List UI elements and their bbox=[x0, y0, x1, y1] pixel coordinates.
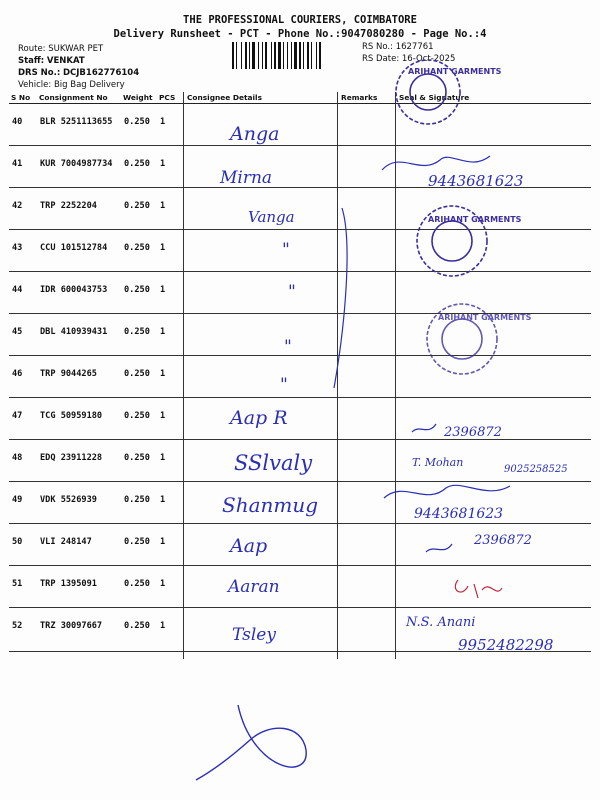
pcs-cell: 1 bbox=[157, 145, 185, 187]
barcode-bar bbox=[311, 42, 312, 69]
barcode-bar bbox=[258, 42, 259, 69]
sno-cell: 52 bbox=[9, 607, 37, 651]
remarks-cell bbox=[339, 607, 397, 651]
signature-cell bbox=[397, 565, 591, 607]
sno-cell: 50 bbox=[9, 523, 37, 565]
staff-label: Staff: bbox=[18, 56, 45, 66]
col-pcs: PCS bbox=[157, 92, 185, 103]
consignee-cell bbox=[185, 145, 339, 187]
staff-value: VENKAT bbox=[46, 56, 85, 66]
staff-line bbox=[18, 56, 85, 66]
consignment-cell: TRZ 30097667 bbox=[37, 607, 121, 651]
handwritten-name: " bbox=[280, 375, 288, 395]
remarks-cell bbox=[339, 565, 397, 607]
consignee-cell bbox=[185, 229, 339, 271]
vehicle-label: Vehicle: bbox=[18, 80, 52, 90]
table-header bbox=[9, 92, 591, 103]
stamp-text: ARIHANT GARMENTS bbox=[428, 215, 522, 224]
rs-date-line bbox=[362, 54, 455, 64]
consignment-cell: KUR 7004987734 bbox=[37, 145, 121, 187]
pcs-cell: 1 bbox=[157, 355, 185, 397]
barcode-bar bbox=[299, 42, 301, 69]
weight-cell: 0.250 bbox=[121, 481, 157, 523]
col-consignment: Consignment No bbox=[37, 92, 121, 103]
rs-no-line bbox=[362, 42, 434, 52]
consignment-cell: BLR 5251113655 bbox=[37, 103, 121, 145]
barcode-bar bbox=[316, 42, 317, 69]
consignee-cell bbox=[185, 523, 339, 565]
barcode-bar bbox=[252, 42, 255, 69]
signature-cell bbox=[397, 355, 591, 397]
sno-cell: 41 bbox=[9, 145, 37, 187]
consignee-cell bbox=[185, 397, 339, 439]
remarks-cell bbox=[339, 313, 397, 355]
handwritten-number: 9952482298 bbox=[458, 636, 554, 654]
pcs-cell: 1 bbox=[157, 439, 185, 481]
vehicle-value: Big Bag Delivery bbox=[53, 80, 125, 90]
table-row bbox=[9, 523, 591, 565]
barcode-bar bbox=[319, 42, 321, 69]
weight-cell: 0.250 bbox=[121, 439, 157, 481]
col-weight: Weight bbox=[121, 92, 157, 103]
stamp-text: ARIHANT GARMENTS bbox=[438, 313, 532, 322]
bottom-scribble bbox=[196, 705, 306, 780]
handwritten-name: " bbox=[284, 337, 292, 357]
remarks-cell bbox=[339, 103, 397, 145]
barcode-bar bbox=[249, 42, 250, 69]
table-row bbox=[9, 565, 591, 607]
pcs-cell: 1 bbox=[157, 523, 185, 565]
drs-value: DCJB162776104 bbox=[62, 68, 140, 78]
weight-cell: 0.250 bbox=[121, 565, 157, 607]
consignment-cell: TRP 9044265 bbox=[37, 355, 121, 397]
handwritten-name: SSlvaly bbox=[234, 451, 313, 475]
col-consignee: Consignee Details bbox=[185, 92, 339, 103]
weight-cell: 0.250 bbox=[121, 103, 157, 145]
barcode-bar bbox=[265, 42, 267, 69]
column-divider bbox=[337, 92, 338, 659]
pcs-cell: 1 bbox=[157, 607, 185, 651]
consignment-cell: TRP 2252204 bbox=[37, 187, 121, 229]
sno-cell: 49 bbox=[9, 481, 37, 523]
handwritten-name: " bbox=[282, 240, 290, 260]
handwritten-name: Mirna bbox=[220, 168, 273, 188]
weight-cell: 0.250 bbox=[121, 523, 157, 565]
consignment-cell: EDQ 23911228 bbox=[37, 439, 121, 481]
handwritten-number: 2396872 bbox=[444, 425, 502, 440]
pcs-cell: 1 bbox=[157, 103, 185, 145]
signature-cell bbox=[397, 439, 591, 481]
sno-cell: 47 bbox=[9, 397, 37, 439]
barcode bbox=[232, 42, 358, 69]
col-seal-signature: Seal & Signature bbox=[397, 92, 591, 103]
weight-cell: 0.250 bbox=[121, 607, 157, 651]
signature-cell bbox=[397, 523, 591, 565]
signature-cell bbox=[397, 103, 591, 145]
consignee-cell bbox=[185, 355, 339, 397]
signature-cell bbox=[397, 607, 591, 651]
barcode-bar bbox=[278, 42, 281, 69]
weight-cell: 0.250 bbox=[121, 397, 157, 439]
consignee-cell bbox=[185, 187, 339, 229]
barcode-bar bbox=[287, 42, 288, 69]
rs-date-label: RS Date: bbox=[362, 54, 400, 64]
consignee-cell bbox=[185, 103, 339, 145]
weight-cell: 0.250 bbox=[121, 145, 157, 187]
barcode-bar bbox=[232, 42, 234, 69]
runsheet-table bbox=[9, 92, 591, 652]
table-row bbox=[9, 481, 591, 523]
consignee-cell bbox=[185, 565, 339, 607]
barcode-bar bbox=[241, 42, 242, 69]
remarks-cell bbox=[339, 229, 397, 271]
consignee-cell bbox=[185, 481, 339, 523]
stamp-text: ARIHANT GARMENTS bbox=[408, 67, 502, 76]
rs-no-label: RS No.: bbox=[362, 42, 393, 52]
route-value: SUKWAR PET bbox=[48, 44, 104, 54]
pcs-cell: 1 bbox=[157, 271, 185, 313]
drs-label: DRS No.: bbox=[18, 68, 61, 78]
signature-cell bbox=[397, 481, 591, 523]
barcode-bar bbox=[303, 42, 304, 69]
consignee-cell bbox=[185, 439, 339, 481]
barcode-bar bbox=[262, 42, 263, 69]
consignment-cell: TCG 50959180 bbox=[37, 397, 121, 439]
signature-cell bbox=[397, 145, 591, 187]
remarks-cell bbox=[339, 523, 397, 565]
col-sno: S No bbox=[9, 92, 37, 103]
drs-line bbox=[18, 68, 139, 78]
company-title: THE PROFESSIONAL COURIERS, COIMBATORE bbox=[183, 14, 417, 26]
sno-cell: 46 bbox=[9, 355, 37, 397]
handwritten-name: Shanmug bbox=[222, 493, 319, 517]
remarks-cell bbox=[339, 271, 397, 313]
remarks-cell bbox=[339, 145, 397, 187]
rs-date-value: 16-Oct-2025 bbox=[401, 54, 456, 64]
weight-cell: 0.250 bbox=[121, 355, 157, 397]
barcode-bar bbox=[291, 42, 292, 69]
pcs-cell: 1 bbox=[157, 187, 185, 229]
handwritten-number: 2396872 bbox=[474, 533, 532, 548]
column-divider bbox=[183, 92, 184, 659]
barcode-bar bbox=[294, 42, 297, 69]
col-remarks: Remarks bbox=[339, 92, 397, 103]
remarks-cell bbox=[339, 355, 397, 397]
table-row bbox=[9, 103, 591, 145]
handwritten-number: 9443681623 bbox=[414, 506, 504, 522]
pcs-cell: 1 bbox=[157, 397, 185, 439]
sno-cell: 44 bbox=[9, 271, 37, 313]
remarks-cell bbox=[339, 187, 397, 229]
consignee-cell bbox=[185, 271, 339, 313]
consignment-cell: DBL 410939431 bbox=[37, 313, 121, 355]
column-divider bbox=[395, 92, 396, 659]
handwritten-name: " bbox=[288, 282, 296, 302]
consignment-cell: VLI 248147 bbox=[37, 523, 121, 565]
consignment-cell: CCU 101512784 bbox=[37, 229, 121, 271]
handwritten-name: T. Mohan bbox=[412, 456, 464, 469]
route-label: Route: bbox=[18, 44, 46, 54]
sno-cell: 48 bbox=[9, 439, 37, 481]
signature-cell bbox=[397, 271, 591, 313]
table-row bbox=[9, 355, 591, 397]
pcs-cell: 1 bbox=[157, 229, 185, 271]
sno-cell: 43 bbox=[9, 229, 37, 271]
table-row bbox=[9, 397, 591, 439]
barcode-bar bbox=[274, 42, 276, 69]
consignment-cell: VDK 5526939 bbox=[37, 481, 121, 523]
handwritten-name: Anga bbox=[230, 123, 280, 145]
sno-cell: 40 bbox=[9, 103, 37, 145]
signature-cell bbox=[397, 397, 591, 439]
remarks-cell bbox=[339, 397, 397, 439]
consignee-cell bbox=[185, 313, 339, 355]
signature-cell bbox=[397, 313, 591, 355]
table-row bbox=[9, 439, 591, 481]
table-row bbox=[9, 229, 591, 271]
consignment-cell: TRP 1395091 bbox=[37, 565, 121, 607]
weight-cell: 0.250 bbox=[121, 271, 157, 313]
table-row bbox=[9, 271, 591, 313]
handwritten-name: Aaran bbox=[228, 577, 280, 597]
handwritten-number: 9025258525 bbox=[504, 464, 568, 475]
barcode-bar bbox=[236, 42, 237, 69]
weight-cell: 0.250 bbox=[121, 187, 157, 229]
table-row bbox=[9, 607, 591, 651]
handwritten-number: 9443681623 bbox=[428, 172, 524, 190]
handwritten-name: Aap R bbox=[230, 407, 288, 429]
barcode-bar bbox=[245, 42, 247, 69]
sno-cell: 45 bbox=[9, 313, 37, 355]
pcs-cell: 1 bbox=[157, 313, 185, 355]
route-line bbox=[18, 44, 103, 54]
sno-cell: 42 bbox=[9, 187, 37, 229]
sno-cell: 51 bbox=[9, 565, 37, 607]
signature-cell bbox=[397, 229, 591, 271]
consignment-cell: IDR 600043753 bbox=[37, 271, 121, 313]
consignee-cell bbox=[185, 607, 339, 651]
barcode-bar bbox=[307, 42, 309, 69]
remarks-cell bbox=[339, 481, 397, 523]
barcode-bar bbox=[283, 42, 284, 69]
weight-cell: 0.250 bbox=[121, 313, 157, 355]
barcode-bar bbox=[271, 42, 272, 69]
weight-cell: 0.250 bbox=[121, 229, 157, 271]
remarks-cell bbox=[339, 439, 397, 481]
pcs-cell: 1 bbox=[157, 565, 185, 607]
table-row bbox=[9, 145, 591, 187]
handwritten-name: N.S. Anani bbox=[406, 615, 476, 630]
pcs-cell: 1 bbox=[157, 481, 185, 523]
table-row bbox=[9, 187, 591, 229]
rs-no-value: 1627761 bbox=[395, 42, 434, 52]
signature-cell bbox=[397, 187, 591, 229]
table-row bbox=[9, 313, 591, 355]
handwritten-name: Tsley bbox=[232, 625, 276, 645]
vehicle-line bbox=[18, 80, 125, 90]
handwritten-name: Vanga bbox=[248, 208, 295, 226]
runsheet-subtitle: Delivery Runsheet - PCT - Phone No.:9047080280 - Page No.:4 bbox=[113, 28, 487, 40]
handwritten-name: Aap bbox=[230, 535, 268, 557]
